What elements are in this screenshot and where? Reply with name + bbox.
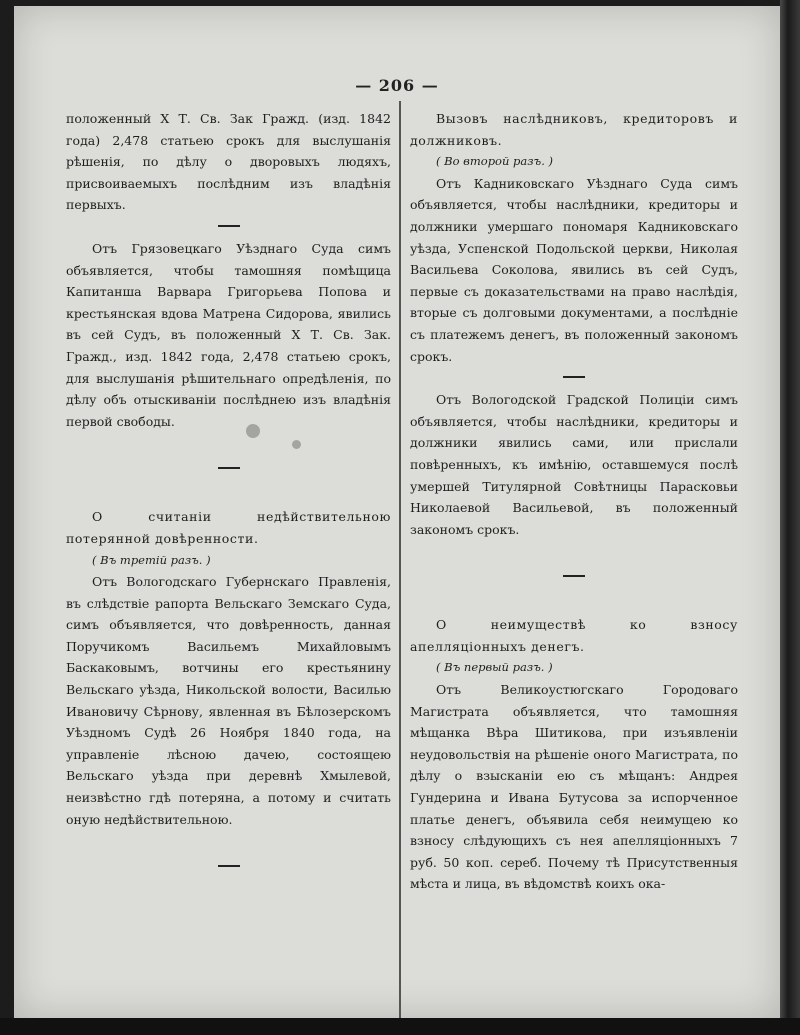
paragraph-gryazovets-court: Отъ Грязовецкаго Уѣзднаго Суда симъ объявляется, чтобы тамошняя помѣщица Капитанша Варвара Григорьева Попова и крестьянская вдова Матрена Сидорова, явились въ сей Судъ, въ положенный Х Т. Св. Зак. Гражд., изд. 1842 года, 2,478 статьею срокъ, для выслушанія рѣшительнаго опредѣленія, по дѣлу объ отыскиваніи послѣднею изъ владѣнія первой свободы. xyxy=(66,240,391,429)
paragraph-vologda-governance: Отъ Вологодскаго Губернскаго Правленія, въ слѣдствіе рапорта Вельскаго Земскаго Суда, симъ объявляется, что довѣренность, данная Поручикомъ Васильемъ Михайловымъ Баскаковымъ, вотчины его крестьянину Вельскаго уѣзда, Никольской волости, Василью Ивановичу Сѣрнову, явленная въ Бѣлозерскомъ Уѣздномъ Судѣ 26 Ноября 1840 года, на управленіе лѣсною дачею, состоящею Вельскаго уѣзда при деревнѣ Хмылевой, неизвѣстно гдѣ потеряна, а потому и считать оную недѣйствительною. xyxy=(66,574,391,827)
section-title-summons-heirs: Вызовъ наслѣдниковъ, кредиторовъ и должниковъ. xyxy=(410,111,738,148)
separator-dash xyxy=(218,467,240,469)
page-number: — 206 — xyxy=(355,76,439,95)
paragraph-continued: положенный Х Т. Св. Зак Гражд. (изд. 1842 года) 2,478 статьею срокъ для выслушанія рѣшенія, по дѣлу о дворовыхъ людяхъ, присвоиваемыхъ послѣдним изъ владѣнія первыхъ. xyxy=(66,111,391,213)
paragraph-kadnikov-court: Отъ Кадниковскаго Уѣзднаго Суда симъ объявляется, чтобы наслѣдники, кредиторы и должники умершаго пономаря Кадниковскаго уѣзда, Успенской Подольской церкви, Николая Васильева Соколова, явились въ сей Судъ, первые съ доказательствами на право наслѣдія, вторые съ долговыми документами, а послѣдніе съ платежемъ денегъ, въ положенный закономъ срокъ. xyxy=(410,175,738,364)
section-title-lost-power-of-attorney: О считаніи недѣйствительною потерянной довѣренности. xyxy=(66,509,391,546)
right-column xyxy=(410,108,738,895)
paragraph-velikiy-ustyug-magistrate: Отъ Великоустюгскаго Городоваго Магистрата объявляется, что тамошняя мѣщанка Вѣра Шитикова, при изъявленіи неудовольствія на рѣшеніе оного Магистрата, по дѣлу о взысканіи ею съ мѣщанъ: Андрея Гундерина и Ивана Бутусова за испорченное платье денегъ, объявила себя неимущею ко взносу слѣдующихъ съ нея апелляціонныхъ 7 руб. 50 коп. сереб. Почему тѣ Присутственныя мѣста и лица, въ вѣдомствѣ коихъ ока- xyxy=(410,682,738,892)
scan-bottom-edge xyxy=(0,1018,800,1035)
separator-dash xyxy=(563,575,585,577)
separator-dash xyxy=(218,865,240,867)
section-subtitle: ( Въ первый разъ. ) xyxy=(436,660,553,675)
section-title-appeal-money: О неимуществѣ ко взносу апелляціонныхъ денегъ. xyxy=(410,617,738,654)
left-column xyxy=(66,108,391,878)
separator-dash xyxy=(563,376,585,378)
section-subtitle: ( Во второй разъ. ) xyxy=(436,154,553,169)
paragraph-vologda-police: Отъ Вологодской Градской Полиціи симъ объявляется, чтобы наслѣдники, кредиторы и должники явились сами, или прислали повѣренныхъ, къ имѣнію, оставшемуся послѣ умершей Титулярной Совѣтницы Парасковьи Николаевой Васильевой, въ положенный закономъ срокъ. xyxy=(410,392,738,537)
separator-dash xyxy=(218,225,240,227)
column-divider xyxy=(399,101,401,1021)
paper-sheet xyxy=(14,6,780,1018)
book-page-edge xyxy=(780,0,800,1035)
section-subtitle: ( Въ третій разъ. ) xyxy=(92,552,211,567)
